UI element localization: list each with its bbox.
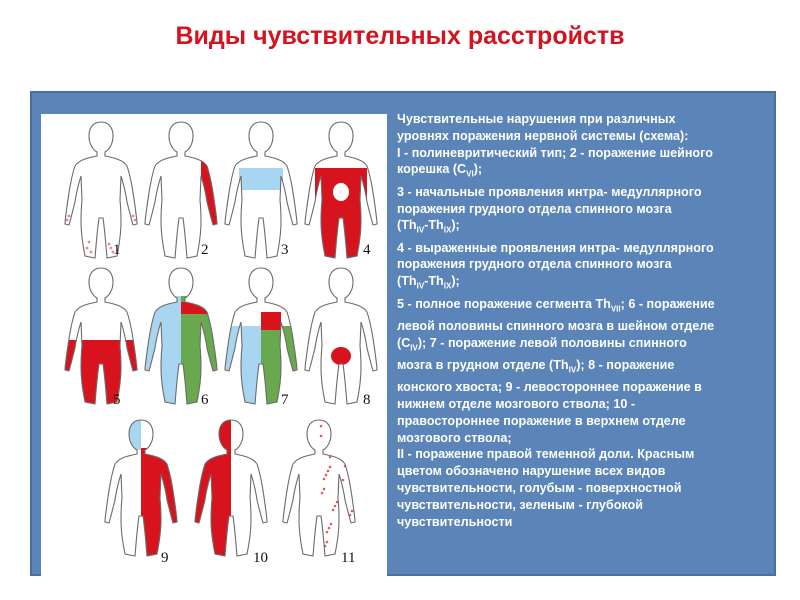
body-figure-5 — [51, 268, 151, 410]
caption-line: уровнях поражения нервной системы (схема): — [397, 128, 689, 143]
figure-label-6: 6 — [201, 392, 209, 408]
body-figure-1 — [65, 122, 137, 258]
caption-line: нижнем отделе мозгового ствола; 10 - — [397, 397, 636, 412]
caption-line: II - поражение правой теменной доли. Красным — [397, 447, 695, 462]
caption-line: 4 - выраженные проявления интра- медуллярного — [397, 240, 714, 255]
body-figure-2 — [145, 122, 217, 258]
figure-label-9: 9 — [161, 550, 169, 566]
caption-line: корешка $(C_{VI})$; — [397, 162, 483, 179]
body-figure-3 — [225, 122, 297, 258]
figure-caption — [397, 111, 775, 541]
caption-line: $(Th_{IV}-Th_{IX})$; — [397, 274, 460, 291]
caption-line: 3 - начальные проявления интра- медуллярного — [397, 184, 702, 199]
body-figure-11 — [283, 420, 355, 556]
body-diagrams — [41, 114, 387, 576]
body-figure-6 — [131, 268, 231, 411]
caption-line: $(Th_{IV}-Th_{IX})$; — [397, 218, 460, 235]
figure-label-10: 10 — [253, 550, 268, 566]
slide-title: Виды чувствительных расстройств — [175, 22, 625, 50]
caption-line: 5 - полное поражение сегмента $Th_{VII}$; 6 - поражение — [397, 296, 715, 314]
body-figure-8 — [305, 268, 377, 404]
figure-label-4: 4 — [363, 242, 371, 258]
caption-line: I - полиневритический тип; 2 - поражение шейного — [397, 145, 713, 160]
figure-label-1: 1 — [113, 242, 121, 258]
caption-line: $(C_{IV})$; 7 - поражение левой половины спинного — [397, 335, 687, 353]
caption-line: правостороннее поражение в верхнем отделе — [397, 413, 686, 428]
caption-line: цветом обозначено нарушение всех видов — [397, 464, 666, 479]
body-figure-9 — [105, 420, 191, 563]
figure-label-11: 11 — [341, 550, 356, 566]
caption-line: чувствительности — [397, 514, 513, 529]
body-figure-10 — [181, 418, 267, 563]
figure-label-8: 8 — [363, 392, 371, 408]
caption-line: чувствительности, голубым - поверхностной — [397, 481, 682, 496]
caption-line: поражения грудного отдела спинного мозга — [397, 201, 672, 216]
caption-line: Чувствительные нарушения при различных — [397, 112, 676, 126]
figure-label-2: 2 — [201, 242, 209, 258]
caption-line: левой половины спинного мозга в шейном отделе — [397, 318, 715, 333]
caption-line: мозгового ствола; — [397, 430, 512, 445]
figure-label-3: 3 — [281, 242, 289, 258]
figure-label-7: 7 — [281, 392, 289, 408]
caption-line: чувствительности, зеленым - глубокой — [397, 497, 643, 512]
sensory-disorder-figure — [41, 114, 387, 576]
caption-line: мозга в грудном отделе $(Th_{IV})$; 8 - поражение — [397, 357, 675, 375]
figure-label-5: 5 — [113, 392, 121, 408]
body-figure-7 — [211, 268, 311, 411]
caption-line: конского хвоста; 9 - левостороннее поражение в — [397, 380, 702, 395]
caption-line: поражения грудного отдела спинного мозга — [397, 257, 672, 272]
